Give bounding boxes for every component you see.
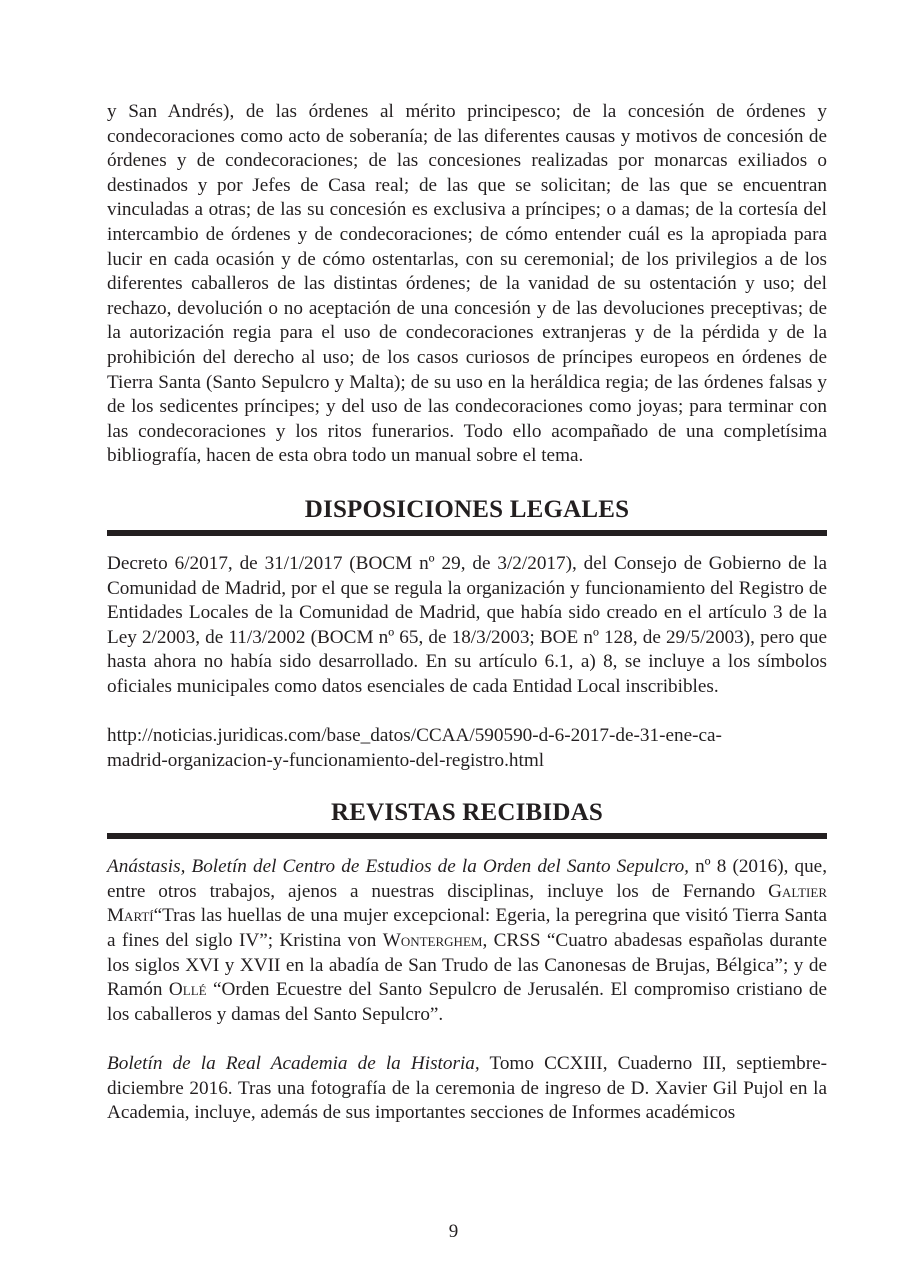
entry-text: nº 8 (2016), que, entre otros trabajos, ajenos a nuestras disciplinas, incluye los de Fernando [107,856,827,902]
url-line-2[interactable]: madrid-organizacion-y-funcionamiento-del-registro.html [107,749,545,771]
revista-entry-anastasis [107,855,827,1027]
page-number: 9 [448,1221,459,1242]
journal-title: Boletín de la Real Academia de la Historia, [107,1053,480,1074]
author-name: Galtier Martí [107,880,827,927]
author-name: Ollé [168,979,207,1001]
page-content [107,100,827,1126]
journal-title: Anástasis, Boletín del Centro de Estudios de la Orden del Santo Sepulcro, [107,856,689,878]
entry-text: “Orden Ecuestre del Santo Sepulcro de Jerusalén. El compromiso cristiano de los caballeros y damas del Santo Sepulcro”. [107,979,827,1025]
url-line-1[interactable]: http://noticias.juridicas.com/base_datos/CCAA/590590-d-6-2017-de-31-ene-ca- [107,725,722,747]
author-name: Wonterghem [382,930,483,952]
intro-paragraph: y San Andrés), de las órdenes al mérito principesco; de la concesión de órdenes y condecoraciones como acto de soberanía; de las diferentes causas y motivos de concesión de órdenes y de condecoraciones; de las concesiones realizadas por monarcas exiliados o destinados y por Jefes de Casa real; de las que se solicitan; de las que se encuentran vinculadas a otras; de las su concesión es exclusiva a príncipes; o a damas; de la cortesía del intercambio de órdenes y de condecoraciones; de cómo entender cuál es la apropiada para lucir en cada ocasión y de cómo ostentarlas, con su ceremonial; de los privilegios a de los diferentes caballeros de las distintas órdenes; de la vanidad de su ostentación y uso; del rechazo, devolución o no aceptación de una concesión y de las devoluciones preceptivas; de la autorización regia para el uso de condecoraciones extranjeras y de la pérdida y de la prohibición del derecho al uso; de los casos curiosos de príncipes europeos en órdenes de Tierra Santa (Santo Sepulcro y Malta); de su uso en la heráldica regia; de las órdenes falsas y de los sedicentes príncipes; y del uso de las condecoraciones como joyas; para terminar con las condecoraciones y los ritos funerarios. Todo ello acompañado de una completísima bibliografía, hacen de esta obra todo un manual sobre el tema. [107,101,827,467]
disposiciones-paragraph: Decreto 6/2017, de 31/1/2017 (BOCM nº 29, de 3/2/2017), del Consejo de Gobierno de la Comunidad de Madrid, por el que se regula la organización y funcionamiento del Registro de Entidades Locales de la Comunidad de Madrid, que había sido creado en el artículo 3 de la Ley 2/2003, de 11/3/2002 (BOCM nº 65, de 18/3/2003; BOE nº 128, de 29/5/2003), pero que hasta ahora no había sido desarrollado. En su artículo 6.1, a) 8, se incluye a los símbolos oficiales municipales como datos esenciales de cada Entidad Local inscribibles. [107,552,827,697]
revista-entry-rah [107,1052,827,1126]
section-title-disposiciones: DISPOSICIONES LEGALES [304,495,630,523]
url-link[interactable] [107,724,827,773]
entry-text: “Tras las huellas de una mujer excepcional: Egeria, la peregrina que visitó Tierra Santa a fines del siglo IV”; Kristina von [107,905,827,952]
entry-text: , CRSS “Cuatro abadesas españolas durante los siglos XVI y XVII en la abadía de San Trudo de las Canonesas de Brujas, Bélgica”; y de Ramón [107,930,828,1001]
section-title-revistas: REVISTAS RECIBIDAS [331,799,603,827]
entry-text: Tomo CCXIII, Cuaderno III, septiembre-diciembre 2016. Tras una fotografía de la ceremonia de ingreso de D. Xavier Gil Pujol en la Academia, incluye, además de sus importantes secciones de Informes académicos [107,1053,827,1124]
